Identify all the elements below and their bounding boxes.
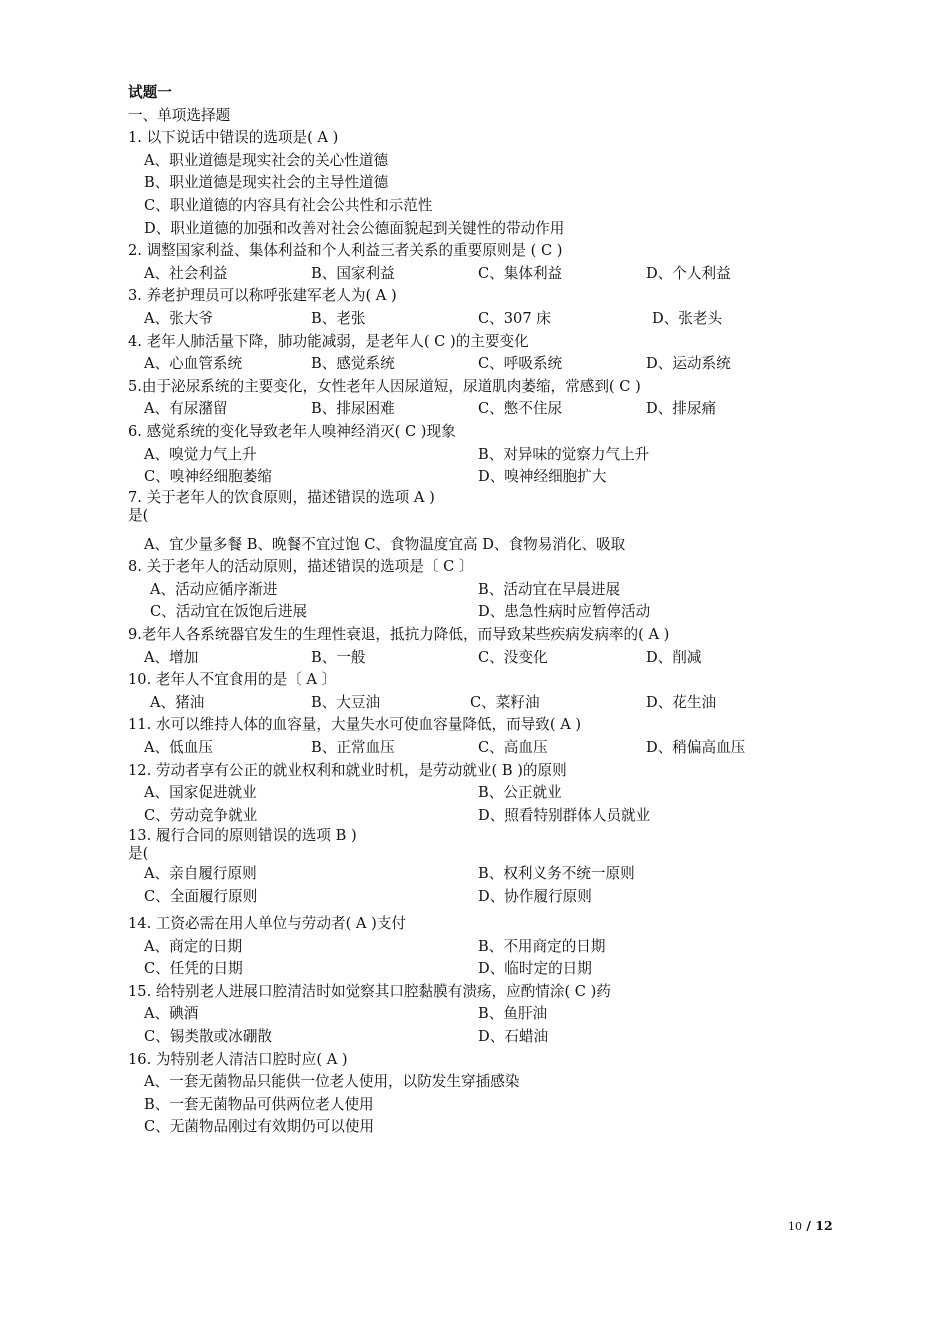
question-3-option-d: D、张老头 bbox=[652, 309, 723, 327]
question-11-option-c: C、高血压 bbox=[478, 739, 548, 757]
exam-title: 试题一 bbox=[128, 84, 172, 101]
question-6-option-d: D、嗅神经细胞扩大 bbox=[478, 468, 607, 486]
question-10-options bbox=[128, 692, 828, 715]
question-2-option-c: C、集体利益 bbox=[478, 264, 563, 282]
question-4-option-d: D、运动系统 bbox=[646, 355, 731, 373]
question-13-stem: 13. 履行合同的原则错误的选项 B ) bbox=[128, 827, 357, 845]
question-9-option-c: C、没变化 bbox=[478, 648, 548, 666]
question-1-stem: 1. 以下说话中错误的选项是( A ) bbox=[128, 129, 339, 147]
question-15-option-a: A、碘酒 bbox=[144, 1005, 199, 1023]
question-8-options-row-2 bbox=[128, 601, 828, 624]
question-5-option-b: B、排尿困难 bbox=[311, 400, 395, 418]
question-8-option-d: D、患急性病时应暂停活动 bbox=[478, 603, 651, 621]
current-page: 10 bbox=[788, 1220, 802, 1233]
question-2-stem: 2. 调整国家利益、集体利益和个人利益三者关系的重要原则是 ( C ) bbox=[128, 242, 563, 260]
question-5-option-d: D、排尿痛 bbox=[646, 400, 717, 418]
page-separator: / bbox=[802, 1218, 816, 1233]
question-11-option-a: A、低血压 bbox=[144, 739, 213, 757]
question-10-option-b: B、大豆油 bbox=[311, 693, 381, 711]
question-13-option-c: C、全面履行原则 bbox=[144, 888, 258, 905]
question-9-option-b: B、一般 bbox=[311, 648, 366, 666]
question-13-options-row-2 bbox=[128, 886, 828, 913]
question-1-option-d: D、职业道德的加强和改善对社会公德面貌起到关键性的带动作用 bbox=[144, 219, 565, 237]
question-4-options bbox=[128, 353, 828, 376]
question-3-option-c: C、307 床 bbox=[478, 309, 551, 327]
question-10-option-a: A、猪油 bbox=[150, 693, 205, 711]
section-heading: 一、单项选择题 bbox=[128, 106, 231, 124]
question-5-stem: 5.由于泌尿系统的主要变化，女性老年人因尿道短，尿道肌肉萎缩，常感到( C ) bbox=[128, 377, 641, 395]
question-9-options bbox=[128, 647, 828, 670]
question-4-option-b: B、感觉系统 bbox=[311, 355, 395, 373]
question-6-option-b: B、对异味的觉察力气上升 bbox=[478, 445, 650, 463]
question-9-option-a: A、增加 bbox=[144, 648, 199, 666]
question-15-options-row-2 bbox=[128, 1026, 828, 1049]
question-12-option-a: A、国家促进就业 bbox=[144, 784, 257, 802]
question-12-option-d: D、照看特别群体人员就业 bbox=[478, 806, 651, 824]
question-13-options-row-1 bbox=[128, 863, 828, 886]
question-1-option-c: C、职业道德的内容具有社会公共性和示范性 bbox=[144, 196, 433, 214]
question-2-options bbox=[128, 263, 828, 286]
question-14-option-b: B、不用商定的日期 bbox=[478, 937, 606, 955]
question-6-stem: 6. 感觉系统的变化导致老年人嗅神经消灭( C )现象 bbox=[128, 422, 456, 440]
question-6-option-c: C、嗅神经细胞萎缩 bbox=[144, 468, 272, 486]
question-11-stem: 11. 水可以维持人体的血容量，大量失水可使血容量降低，而导致( A ) bbox=[128, 716, 582, 734]
question-10-option-d: D、花生油 bbox=[646, 693, 717, 711]
question-10-stem: 10. 老年人不宜食用的是〔 A 〕 bbox=[128, 671, 337, 689]
question-6-options-row-1 bbox=[128, 444, 828, 467]
question-6-options-row-2 bbox=[128, 466, 828, 489]
question-11-option-b: B、正常血压 bbox=[311, 739, 395, 757]
question-16-option-b: B、一套无菌物品可供两位老人使用 bbox=[144, 1095, 374, 1113]
question-14-options-row-1 bbox=[128, 936, 828, 959]
question-15-option-b: B、鱼肝油 bbox=[478, 1005, 548, 1023]
question-1-option-b: B、职业道德是现实社会的主导性道德 bbox=[144, 174, 389, 192]
question-14-stem: 14. 工资必需在用人单位与劳动者( A )支付 bbox=[128, 915, 406, 932]
question-5-option-a: A、有尿潴留 bbox=[144, 400, 228, 418]
question-16-option-c: C、无菌物品刚过有效期仍可以使用 bbox=[144, 1118, 375, 1136]
exam-content bbox=[128, 82, 828, 1139]
question-16-option-a: A、一套无菌物品只能供一位老人使用，以防发生穿插感染 bbox=[144, 1073, 520, 1091]
question-9-option-d: D、削减 bbox=[646, 648, 702, 666]
question-12-options-row-1 bbox=[128, 782, 828, 805]
question-15-option-c: C、锡类散或冰硼散 bbox=[144, 1027, 272, 1045]
question-2-option-d: D、个人利益 bbox=[646, 264, 731, 282]
question-7-options: A、宜少量多餐 B、晚餐不宜过饱 C、食物温度宜高 D、食物易消化、吸取 bbox=[144, 535, 626, 553]
question-13-option-b: B、权利义务不统一原则 bbox=[478, 865, 635, 883]
question-8-option-a: A、活动应循序渐进 bbox=[150, 580, 278, 598]
question-9-stem: 9.老年人各系统器官发生的生理性衰退，抵抗力降低，而导致某些疾病发病率的( A ) bbox=[128, 626, 670, 644]
question-4-stem: 4. 老年人肺活量下降，肺功能减弱，是老年人( C )的主要变化 bbox=[128, 332, 529, 350]
question-5-option-c: C、憋不住尿 bbox=[478, 400, 563, 418]
question-12-option-b: B、公正就业 bbox=[478, 784, 562, 802]
question-15-options-row-1 bbox=[128, 1003, 828, 1026]
question-3-option-b: B、老张 bbox=[311, 309, 366, 327]
question-14-option-d: D、临时定的日期 bbox=[478, 960, 592, 978]
question-11-option-d: D、稍偏高血压 bbox=[646, 739, 746, 757]
question-12-stem: 12. 劳动者享有公正的就业权利和就业时机，是劳动就业( B )的原则 bbox=[128, 761, 567, 779]
question-10-option-c: C、菜籽油 bbox=[470, 693, 540, 711]
question-3-option-a: A、张大爷 bbox=[144, 309, 213, 327]
question-14-option-a: A、商定的日期 bbox=[144, 937, 243, 955]
question-8-option-b: B、活动宜在早晨进展 bbox=[478, 580, 621, 598]
question-8-option-c: C、活动宜在饭饱后进展 bbox=[150, 603, 308, 621]
question-3-stem: 3. 养老护理员可以称呼张建军老人为( A ) bbox=[128, 287, 397, 305]
question-2-option-a: A、社会利益 bbox=[144, 264, 228, 282]
question-7-stem: 7. 关于老年人的饮食原则，描述错误的选项 A ) bbox=[128, 488, 435, 506]
question-3-options bbox=[128, 308, 828, 331]
question-16-stem: 16. 为特别老人清洁口腔时应( A ) bbox=[128, 1050, 348, 1068]
question-15-option-d: D、石蜡油 bbox=[478, 1027, 549, 1045]
question-14-option-c: C、任凭的日期 bbox=[144, 960, 243, 978]
question-2-option-b: B、国家利益 bbox=[311, 264, 395, 282]
question-12-options-row-2 bbox=[128, 805, 828, 828]
question-14-options-row-2 bbox=[128, 958, 828, 981]
question-7-stem-continued: 是( bbox=[128, 506, 149, 524]
question-13-stem-continued: 是( bbox=[128, 845, 149, 863]
question-1-option-a: A、职业道德是现实社会的关心性道德 bbox=[144, 151, 389, 169]
question-5-options bbox=[128, 398, 828, 421]
question-4-option-a: A、心血管系统 bbox=[144, 355, 243, 373]
question-8-stem: 8. 关于老年人的活动原则，描述错误的选项是〔 C 〕 bbox=[128, 558, 474, 576]
question-12-option-c: C、劳动竞争就业 bbox=[144, 806, 258, 824]
question-11-options bbox=[128, 737, 828, 760]
total-pages: 12 bbox=[815, 1218, 833, 1233]
question-13-option-d: D、协作履行原则 bbox=[478, 888, 592, 905]
question-6-option-a: A、嗅觉力气上升 bbox=[144, 445, 257, 463]
question-13-option-a: A、亲自履行原则 bbox=[144, 865, 257, 883]
question-15-stem: 15. 给特别老人进展口腔清洁时如觉察其口腔黏膜有溃疡，应酌情涂( C )药 bbox=[128, 982, 611, 1000]
question-8-options-row-1 bbox=[128, 579, 828, 602]
page-number bbox=[788, 1218, 833, 1233]
question-4-option-c: C、呼吸系统 bbox=[478, 355, 563, 373]
